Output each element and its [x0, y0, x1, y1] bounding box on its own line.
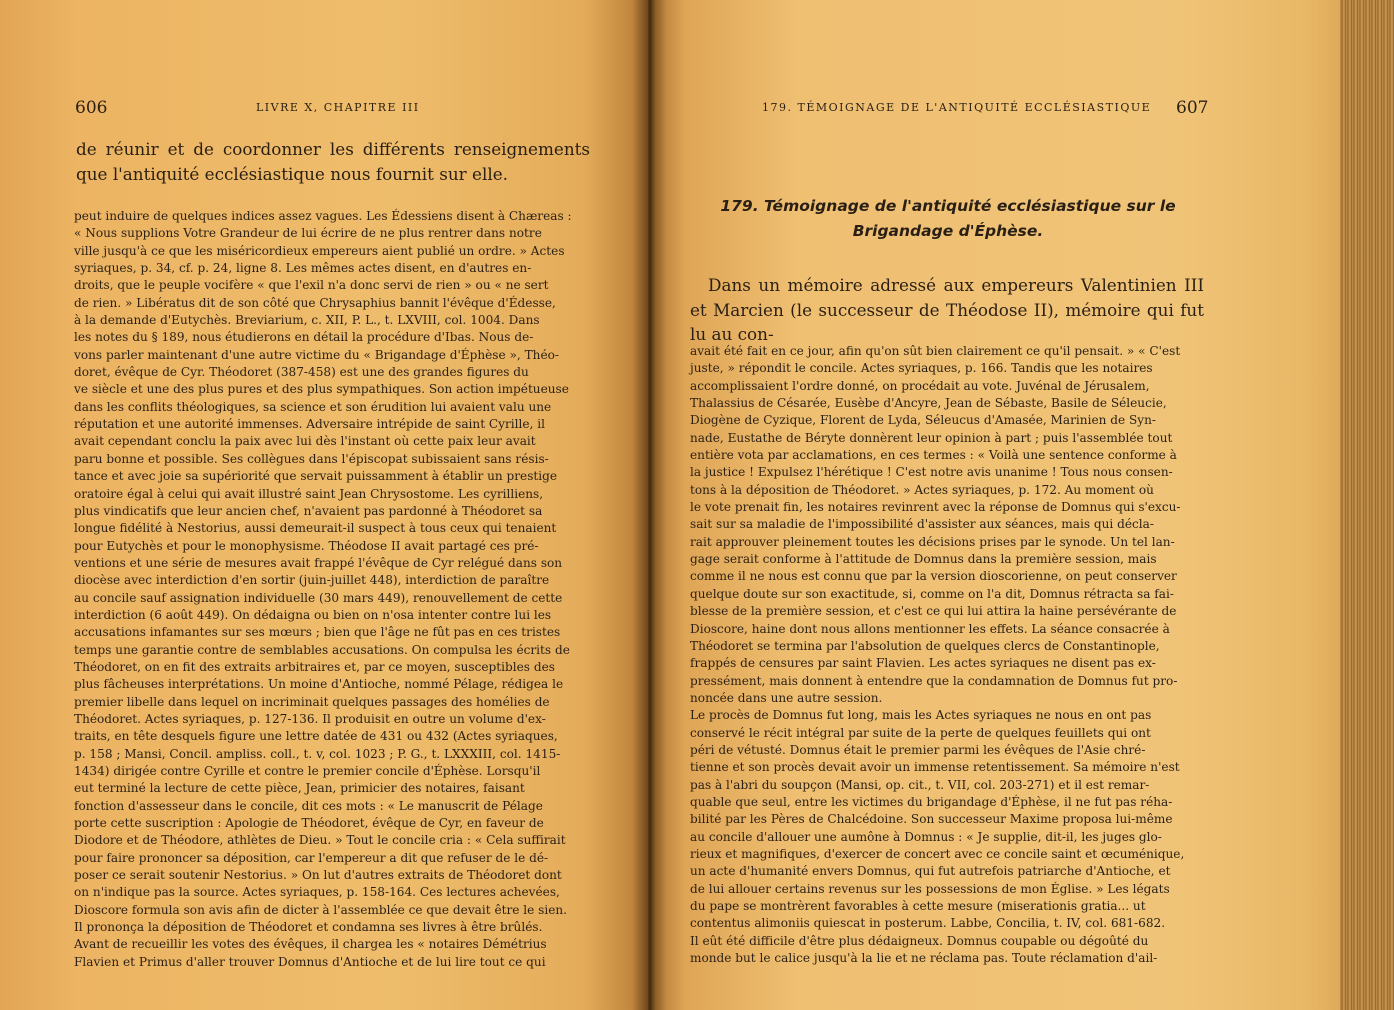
left-lead-paragraph: de réunir et de coordonner les différents renseignements que l'antiquité ecclésiastique nous fournit sur elle.: [76, 139, 590, 184]
right-running-head: 179. TÉMOIGNAGE DE L'ANTIQUITÉ ECCLÉSIASTIQUE: [762, 101, 1152, 114]
left-page-number: 606: [75, 98, 108, 118]
right-footnotes: avait été fait en ce jour, afin qu'on sût bien clairement ce qu'il pensait. » « C'est juste, » répondit le concile. Actes syriaques, p. 166. Tandis que les notaires accomplissaient l'ordre donné, on procédait au vote. Juvénal de Jérusalem, Thalassius de Césarée, Eusèbe d'Ancyre, Jean de Sébaste, Basile de Séleucie, Diogène de Cyzique, Florent de Lyda, Séleucus d'Amasée, Marinien de Syn- nade, Eustathe de Béryte donnèrent leur opinion à part ; puis l'assemblée tout entière vota par acclamations, en ces termes : « Voilà une sentence conforme à la justice ! Expulsez l'hérétique ! C'est notre avis unanime ! Tous nous consen- tons à la déposition de Théodoret. » Actes syriaques, p. 172. Au moment où le vote prenait fin, les notaires revinrent avec la réponse de Domnus qui s'excu- sait sur sa maladie de l'impossibilité d'assister aux séances, mais qui décla- rait approuver pleinement toutes les décisions prises par le synode. Un tel lan- gage serait conforme à l'attitude de Domnus dans la première session, mais comme il ne nous est connu que par la version dioscorienne, on peut conserver quelque doute sur son exactitude, si, comme on l'a dit, Domnus rétracta sa fai- blesse de la première session, et c'est ce qui lui attira la haine persévérante de Dioscore, haine dont nous allons mentionner les effets. La séance consacrée à Théodoret se termina par l'absolution de quelques clercs de Constantinople, frappés de censures par saint Flavien. Les actes syriaques ne disent pas ex- pressément, mais donnent à entendre que la condamnation de Domnus fut pro- noncée dans une autre session. Le procès de Domnus fut long, mais les Actes syriaques ne nous en ont pas conservé le récit intégral par suite de la perte de quelques feuillets qui ont péri de vétusté. Domnus était le premier parmi les évêques de l'Asie chré- tienne et son procès devait avoir un immense retentissement. Sa mémoire n'est pas à l'abri du soupçon (Mansi, op. cit., t. VII, col. 203-271) et il est remar- quable que seul, entre les victimes du brigandage d'Éphèse, il ne fut pas réha- bilité par les Pères de Chalcédoine. Son successeur Maxime proposa lui-même au concile d'allouer une aumône à Domnus : « Je supplie, dit-il, les juges glo- rieux et magnifiques, d'exercer de concert avec ce concile saint et œcuménique, un acte d'humanité envers Domnus, qui fut autrefois patriarche d'Antioche, et de lui allouer certains revenus sur les possessions de mon Église. » Les légats du pape se montrèrent favorables à cette mesure (miserationis gratia... ut contentus alimoniis quiescat in posterum. Labbe, Concilia, t. IV, col. 681-682. Il eût été difficile d'être plus dédaigneux. Domnus coupable ou dégoûté du monde but le calice jusqu'à la lie et ne réclama pas. Toute réclamation d'ail-: [690, 344, 1185, 966]
right-lead-paragraph: Dans un mémoire adressé aux empereurs Valentinien III et Marcien (le successeur de Théodose II), mémoire qui fut lu au con-: [690, 275, 1204, 344]
left-page: [0, 0, 648, 1010]
book-gutter: [632, 0, 666, 1010]
page-edges: [1340, 0, 1394, 1010]
left-footnotes: peut induire de quelques indices assez vagues. Les Édessiens disent à Chæreas : « Nous supplions Votre Grandeur de lui écrire de ne plus rentrer dans notre ville jusqu'à ce que les miséricordieux empereurs aient publié un ordre. » Actes syriaques, p. 34, cf. p. 24, ligne 8. Les mêmes actes disent, en d'autres en- droits, que le peuple vocifère « que l'exil n'a donc servi de rien » ou « ne sert de rien. » Libératus dit de son côté que Chrysaphius bannit l'évêque d'Édesse, à la demande d'Eutychès. Breviarium, c. XII, P. L., t. LXVIII, col. 1004. Dans les notes du § 189, nous étudierons en détail la procédure d'Ibas. Nous de- vons parler maintenant d'une autre victime du « Brigandage d'Éphèse », Théo- doret, évêque de Cyr. Théodoret (387-458) est une des grandes figures du ve siècle et une des plus pures et des plus sympathiques. Son action impétueuse dans les conflits théologiques, sa science et son érudition lui avaient valu une réputation et une autorité immenses. Adversaire intrépide de saint Cyrille, il avait cependant conclu la paix avec lui dès l'instant où cette paix leur avait paru bonne et possible. Ses collègues dans l'épiscopat subissaient sans résis- tance et avec joie sa supériorité que servait puissamment à établir un prestige oratoire égal à celui qui avait illustré saint Jean Chrysostome. Les cyrilliens, plus vindicatifs que leur ancien chef, n'avaient pas pardonné à Théodoret sa longue fidélité à Nestorius, aussi demeurait-il suspect à tous ceux qui tenaient pour Eutychès et pour le monophysisme. Théodose II avait partagé ces pré- ventions et une série de mesures avait frappé l'évêque de Cyr relégué dans son diocèse avec interdiction d'en sortir (juin-juillet 448), interdiction de paraître au concile sauf assignation individuelle (30 mars 449), renouvellement de cette interdiction (6 août 449). On dédaigna ou bien on n'osa intenter contre lui les accusations infamantes sur ses mœurs ; bien que l'âge ne fût pas en ces tristes temps une garantie contre de semblables accusations. On compulsa les écrits de Théodoret, on en fit des extraits arbitraires et, par ce moyen, susceptibles des plus fâcheuses interprétations. Un moine d'Antioche, nommé Pélage, rédigea le premier libelle dans lequel on incriminait quelques passages des homélies de Théodoret. Actes syriaques, p. 127-136. Il produisit en outre un volume d'ex- traits, en tête desquels figure une lettre datée de 431 ou 432 (Actes syriaques, p. 158 ; Mansi, Concil. ampliss. coll., t. v, col. 1023 ; P. G., t. LXXXIII, col. 1415- 1434) dirigée contre Cyrille et contre le premier concile d'Éphèse. Lorsqu'il eut terminé la lecture de cette pièce, Jean, primicier des notaires, faisant fonction d'assesseur dans le concile, dit ces mots : « Le manuscrit de Pélage porte cette suscription : Apologie de Théodoret, évêque de Cyr, en faveur de Diodore et de Théodore, athlètes de Dieu. » Tout le concile cria : « Cela suffirait pour faire prononcer sa déposition, car l'empereur a dit que refuser de le dé- poser ce serait soutenir Nestorius. » On lut d'autres extraits de Théodoret dont on n'indique pas la source. Actes syriaques, p. 158-164. Ces lectures achevées, Dioscore formula son avis afin de dicter à l'assemblée ce que devait être le sien. Il prononça la déposition de Théodoret et condamna ses livres à être brûlés. Avant de recueillir les votes des évêques, il chargea les « notaires Démétrius Flavien et Primus d'aller trouver Domnus d'Antioche et de lui lire tout ce qui: [74, 209, 572, 969]
right-page: [648, 0, 1394, 1010]
right-page-number: 607: [1176, 98, 1209, 118]
section-title: 179. Témoignage de l'antiquité ecclésiastique sur le Brigandage d'Éphèse.: [720, 197, 1176, 240]
left-running-head: LIVRE X, CHAPITRE III: [256, 101, 420, 114]
